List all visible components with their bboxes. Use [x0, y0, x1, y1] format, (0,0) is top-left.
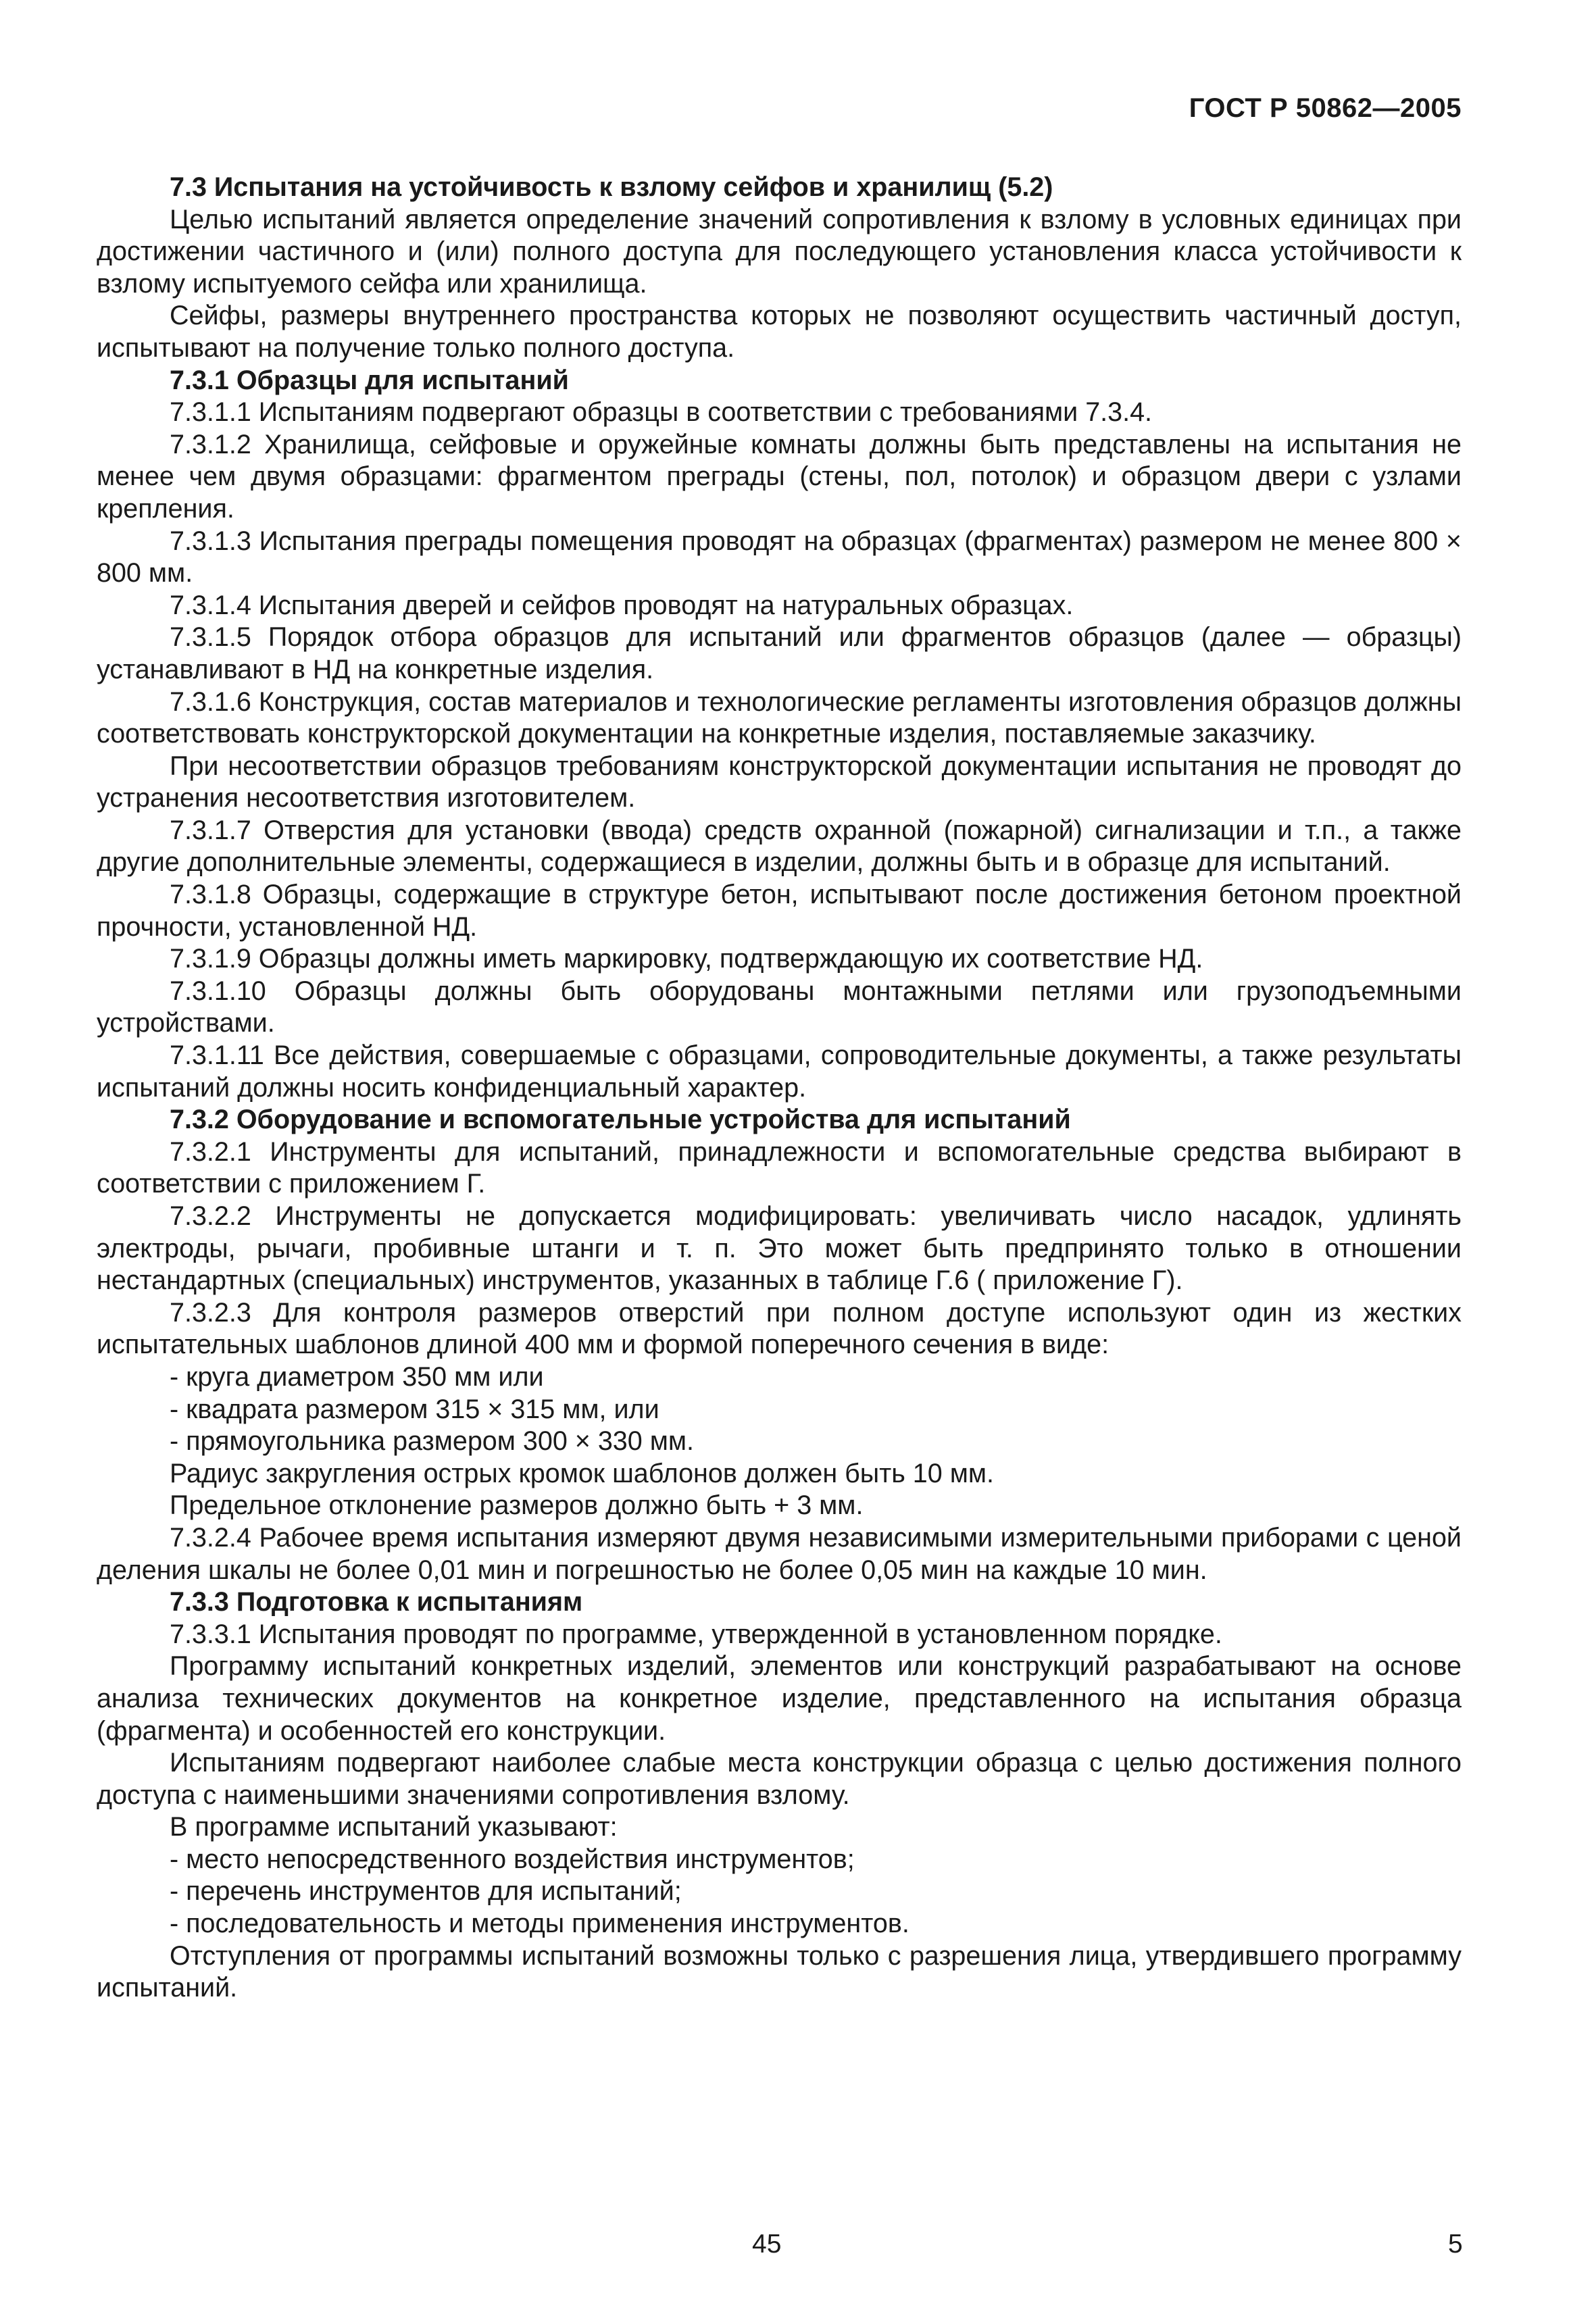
paragraph: Целью испытаний является определение значений сопротивления к взлому в условных единицах при достижении частичного и (или) полного доступа для последующего установления класса устойчивости к взлому испытуемого сейфа или хранилища. — [97, 204, 1462, 299]
paragraph: Сейфы, размеры внутреннего пространства которых не позволяют осуществить частичный доступ, испытывают на получение только полного доступа. — [97, 301, 1462, 363]
paragraph: При несоответствии образцов требованиям конструкторской документации испытания не проводят до устранения несоответствия изготовителем. — [97, 751, 1462, 813]
paragraph: - перечень инструментов для испытаний; — [170, 1876, 682, 1907]
paragraph: Испытаниям подвергают наиболее слабые места конструкции образца с целью достижения полного доступа с наименьшими значениями сопротивления взлому. — [97, 1748, 1462, 1810]
paragraph: 7.3.1.11 Все действия, совершаемые с образцами, сопроводительные документы, а также результаты испытаний должны носить конфиденциальный характер. — [97, 1040, 1462, 1103]
paragraph: 7.3.2.4 Рабочее время испытания измеряют двумя независимыми измерительными приборами с ценой деления шкалы не более 0,01 мин и погрешностью не более 0,05 мин на каждые 10 мин. — [97, 1522, 1462, 1585]
paragraph: В программе испытаний указывают: — [170, 1812, 618, 1842]
standard-header: ГОСТ Р 50862—2005 — [1189, 93, 1462, 123]
paragraph: 7.3.2.2 Инструменты не допускается модифицировать: увеличивать число насадок, удлинять электроды, рычаги, пробивные штанги и т. п. Это может быть предпринято только в отношении нестандартных (специальных) инструментов, указанных в таблице Г.6 ( приложение Г). — [97, 1201, 1462, 1296]
page-number-right: 5 — [1448, 2230, 1463, 2259]
paragraph: 7.3.1.7 Отверстия для установки (ввода) средств охранной (пожарной) сигнализации и т.п., а также другие дополнительные элементы, содержащиеся в изделии, должны быть и в образце для испытаний. — [97, 815, 1462, 878]
paragraph: Радиус закругления острых кромок шаблонов должен быть 10 мм. — [170, 1458, 995, 1488]
paragraph: - прямоугольника размером 300 × 330 мм. — [170, 1426, 694, 1457]
paragraph: 7.3.1.10 Образцы должны быть оборудованы монтажными петлями или грузоподъемными устройствами. — [97, 976, 1462, 1038]
paragraph: Предельное отклонение размеров должно быть + 3 мм. — [170, 1490, 864, 1521]
paragraph: Отступления от программы испытаний возможны только с разрешения лица, утвердившего программу испытаний. — [97, 1940, 1462, 2003]
page-number-center: 45 — [752, 2230, 782, 2259]
paragraph: - квадрата размером 315 × 315 мм, или — [170, 1394, 659, 1424]
section-heading: 7.3.3 Подготовка к испытаниям — [170, 1587, 583, 1617]
section-heading: 7.3.1 Образцы для испытаний — [170, 365, 569, 395]
paragraph: Программу испытаний конкретных изделий, элементов или конструкций разрабатывают на основе анализа технических документов на конкретное изделие, представленного на испытания образца (фрагмента) и особенностей его конструкции. — [97, 1651, 1462, 1746]
document-body — [97, 172, 1462, 2005]
paragraph: 7.3.1.5 Порядок отбора образцов для испытаний или фрагментов образцов (далее — образцы) устанавливают в НД на конкретные изделия. — [97, 622, 1462, 684]
document-page — [97, 0, 1462, 2314]
paragraph: 7.3.1.8 Образцы, содержащие в структуре бетон, испытывают после достижения бетоном проектной прочности, установленной НД. — [97, 880, 1462, 942]
paragraph: 7.3.1.3 Испытания преграды помещения проводят на образцах (фрагментах) размером не менее 800 × 800 мм. — [97, 526, 1462, 588]
paragraph: 7.3.1.4 Испытания дверей и сейфов проводят на натуральных образцах. — [170, 590, 1074, 620]
paragraph: 7.3.3.1 Испытания проводят по программе, утвержденной в установленном порядке. — [170, 1619, 1222, 1649]
paragraph: - круга диаметром 350 мм или — [170, 1361, 544, 1392]
paragraph: - последовательность и методы применения инструментов. — [170, 1909, 909, 1939]
section-heading: 7.3 Испытания на устойчивость к взлому сейфов и хранилищ (5.2) — [170, 172, 1053, 202]
paragraph: 7.3.1.1 Испытаниям подвергают образцы в соответствии с требованиями 7.3.4. — [170, 397, 1153, 428]
section-heading: 7.3.2 Оборудование и вспомогательные устройства для испытаний — [170, 1105, 1071, 1135]
paragraph: 7.3.2.3 Для контроля размеров отверстий при полном доступе используют один из жестких испытательных шаблонов длиной 400 мм и формой поперечного сечения в виде: — [97, 1297, 1462, 1360]
paragraph: 7.3.1.9 Образцы должны иметь маркировку, подтверждающую их соответствие НД. — [170, 944, 1203, 974]
paragraph: 7.3.1.2 Хранилища, сейфовые и оружейные комнаты должны быть представлены на испытания не менее чем двумя образцами: фрагментом преграды (стены, пол, потолок) и образцом двери с узлами крепления. — [97, 429, 1462, 524]
paragraph: 7.3.2.1 Инструменты для испытаний, принадлежности и вспомогательные средства выбирают в соответствии с приложением Г. — [97, 1136, 1462, 1199]
paragraph: - место непосредственного воздействия инструментов; — [170, 1844, 855, 1874]
paragraph: 7.3.1.6 Конструкция, состав материалов и технологические регламенты изготовления образцов должны соответствовать конструкторской документации на конкретные изделия, поставляемые заказчику. — [97, 686, 1462, 749]
